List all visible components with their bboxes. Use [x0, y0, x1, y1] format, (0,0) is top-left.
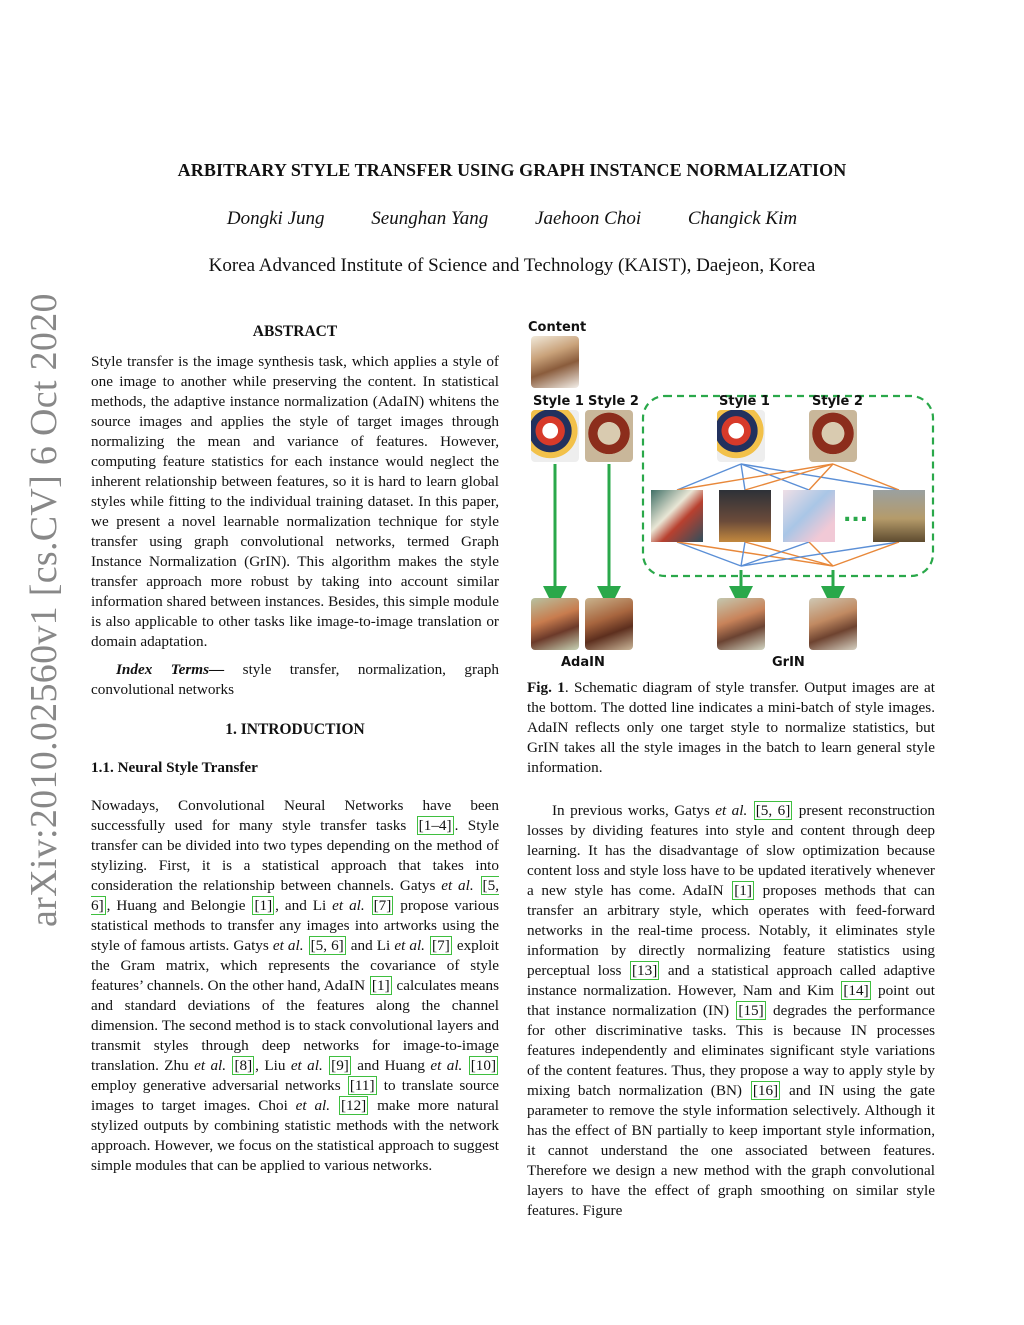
caption-text: . Schematic diagram of style transfer. Output images are at the bottom. The dotted line indicates a mini-batch of style images. AdaIN reflects only one target style to normalize statistics, but GrIN takes all the style images in the batch to learn general style information. [527, 679, 935, 776]
etal-text: et al. [430, 1057, 463, 1074]
label-style1-left: Style 1 [533, 394, 584, 409]
index-terms-text: style transfer, normalization, graph convolutional networks [91, 661, 499, 698]
etal-text: et al. [715, 802, 748, 819]
figure-1 [527, 318, 947, 678]
etal-text: et al. [332, 897, 365, 914]
label-adain: AdaIN [561, 655, 605, 670]
label-style1-right: Style 1 [719, 394, 770, 409]
caption-label: Fig. 1 [527, 679, 565, 696]
output-adain-1 [531, 598, 579, 650]
text-run: Nowadays, Convolutional Neural Networks have been successfully used for many style transfer tasks [91, 797, 499, 834]
etal-text: et al. [295, 1097, 331, 1114]
text-run: , Huang and Belongie [106, 897, 252, 914]
right-column [527, 678, 935, 1221]
citation-link[interactable]: [1] [371, 977, 390, 994]
author-1: Dongki Jung [226, 208, 325, 229]
batch-artwork-1 [651, 490, 703, 542]
text-run: . Style transfer can be divided into two types depending on the method of stylizing. First, it is a statistical approach that takes into consideration the relationship between channels. Gatys [91, 817, 499, 894]
citation-link[interactable]: [1] [734, 882, 752, 899]
etal-text: et al. [394, 937, 425, 954]
citation-link[interactable]: [9] [331, 1057, 349, 1074]
citation-link[interactable]: [5, 6] [755, 802, 791, 819]
arxiv-id: arXiv:2010.02560v1 [cs.CV] 6 Oct 2020 [23, 293, 65, 927]
intro-heading: 1. INTRODUCTION [225, 721, 365, 738]
abstract-heading: ABSTRACT [252, 323, 338, 340]
text-run: exploit the Gram matrix, which represents the covariance of style features’ channels. On the other hand, AdaIN [91, 937, 500, 994]
output-adain-2 [585, 598, 633, 650]
index-terms-label: Index Terms— [116, 661, 225, 678]
right-paragraph [527, 801, 935, 1221]
citation-link[interactable]: [5, 6] [91, 877, 499, 914]
affiliation: Korea Advanced Institute of Science and Technology (KAIST), Daejeon, Korea [208, 255, 816, 276]
text-run: and Li [346, 937, 395, 954]
text-run: calculates means and standard deviations of the features along the channel dimension. The second method is to stack convolutional layers and transmit styles through deep networks for image-to-image translation. Zhu [91, 977, 499, 1074]
citation-link[interactable]: [1–4] [418, 817, 452, 834]
intro-paragraph [91, 796, 499, 1176]
style2-image-right [809, 410, 857, 462]
ellipsis-icon: ... [843, 502, 869, 527]
etal-text: et al. [290, 1057, 323, 1074]
text-run: and a statistical approach called adaptive instance normalization. However, Nam and Kim [527, 962, 935, 999]
text-run: , and Li [275, 897, 333, 914]
text-run: point out that instance normalization (IN) [527, 982, 935, 1019]
paper-title: ARBITRARY STYLE TRANSFER USING GRAPH INSTANCE NORMALIZATION [177, 160, 847, 180]
label-style2-left: Style 2 [588, 394, 639, 409]
abstract-text: Style transfer is the image synthesis task, which applies a style of one image to another while preserving the content. In statistical methods, the adaptive instance normalization (AdaIN) whitens the source images and applies the style of target images through normalizing the mean and variance of features. However, computing feature statistics for each instance would neglect the inherent relationship between features, so it is hard to learn global styles while fitting to the individual training dataset. In this paper, we present a novel learnable normalization technique for style transfer using graph convolutional networks, termed Graph Instance Normalization (GrIN). This algorithm makes the style transfer approach more robust by taking into account similar information shared between instances. Besides, this simple module is also applicable to other tasks like image-to-image translation or domain adaptation. [91, 353, 499, 650]
author-4: Changick Kim [687, 208, 798, 229]
label-grin: GrIN [772, 655, 805, 670]
left-column [91, 322, 499, 1176]
etal-text: et al. [194, 1057, 227, 1074]
text-run: propose various statistical methods to transfer any images into artworks using the style of famous artists. Gatys [91, 897, 499, 954]
style1-image-left [531, 410, 579, 462]
citation-link[interactable]: [8] [234, 1057, 253, 1074]
citation-link[interactable]: [7] [432, 937, 450, 954]
figure-caption [527, 678, 935, 778]
index-terms [91, 660, 499, 700]
citation-link[interactable]: [14] [843, 982, 869, 999]
style1-image-right [717, 410, 765, 462]
text-run: to translate source images to target images. Choi [91, 1077, 499, 1114]
text-run: make more natural stylized outputs by combining statistic methods with the network approach. However, we focus on the statistical approach to suggest simple modules that can be applied to various networks. [91, 1097, 500, 1174]
citation-link[interactable]: [7] [373, 897, 392, 914]
etal-text: et al. [272, 937, 304, 954]
citation-link[interactable]: [1] [254, 897, 273, 914]
author-list [0, 208, 1024, 230]
author-3: Jaehoon Choi [535, 208, 642, 229]
citation-link[interactable]: [12] [340, 1097, 367, 1114]
citation-link[interactable]: [5, 6] [310, 937, 344, 954]
batch-artwork-2 [719, 490, 771, 542]
citation-link[interactable]: [11] [349, 1077, 375, 1094]
output-grin-1 [717, 598, 765, 650]
label-content: Content [528, 320, 587, 335]
citation-link[interactable]: [13] [631, 962, 658, 979]
arxiv-stamp [20, 293, 65, 927]
text-run: degrades the performance for other discriminative tasks. This is because IN processes features independently and eliminates significant style variations of the content features. Thus, they propose a way to apply style by mixing batch normalization (BN) [527, 1002, 935, 1099]
label-style2-right: Style 2 [812, 394, 863, 409]
etal-text: et al. [441, 877, 474, 894]
batch-artwork-3 [783, 490, 835, 542]
text-run: , Liu [255, 1057, 291, 1074]
intro-subheading: 1.1. Neural Style Transfer [91, 759, 258, 776]
text-run: and Huang [351, 1057, 431, 1074]
style2-image-left [585, 410, 633, 462]
batch-artwork-4 [873, 490, 925, 542]
citation-link[interactable]: [10] [470, 1057, 497, 1074]
text-run: employ generative adversarial networks [91, 1077, 347, 1094]
citation-link[interactable]: [16] [752, 1082, 779, 1099]
text-run: In previous works, Gatys [552, 802, 716, 819]
text-run: present reconstruction losses by dividing features into style and content through deep learning. It has the disadvantage of slow optimization because content loss and style loss have to be updated iteratively whenever a new style has come. AdaIN [527, 802, 936, 899]
content-image [531, 336, 579, 388]
output-grin-2 [809, 598, 857, 650]
text-run: proposes methods that can transfer an arbitrary style, which operates with feed-forward networks in the real-time process. Notably, it eliminates style information by directly normalizing feature statistics using perceptual loss [527, 882, 936, 979]
text-run: and IN using the gate parameter to remove the style information selectively. Although it has the effect of BN partially to keep important style information, it cannot understand the one associated between features. Therefore we design a new method with the graph convolutional layers to have the effect of graph smoothing on similar style features. Figure [527, 1082, 935, 1219]
author-2: Seunghan Yang [371, 208, 489, 229]
citation-link[interactable]: [15] [738, 1002, 764, 1019]
